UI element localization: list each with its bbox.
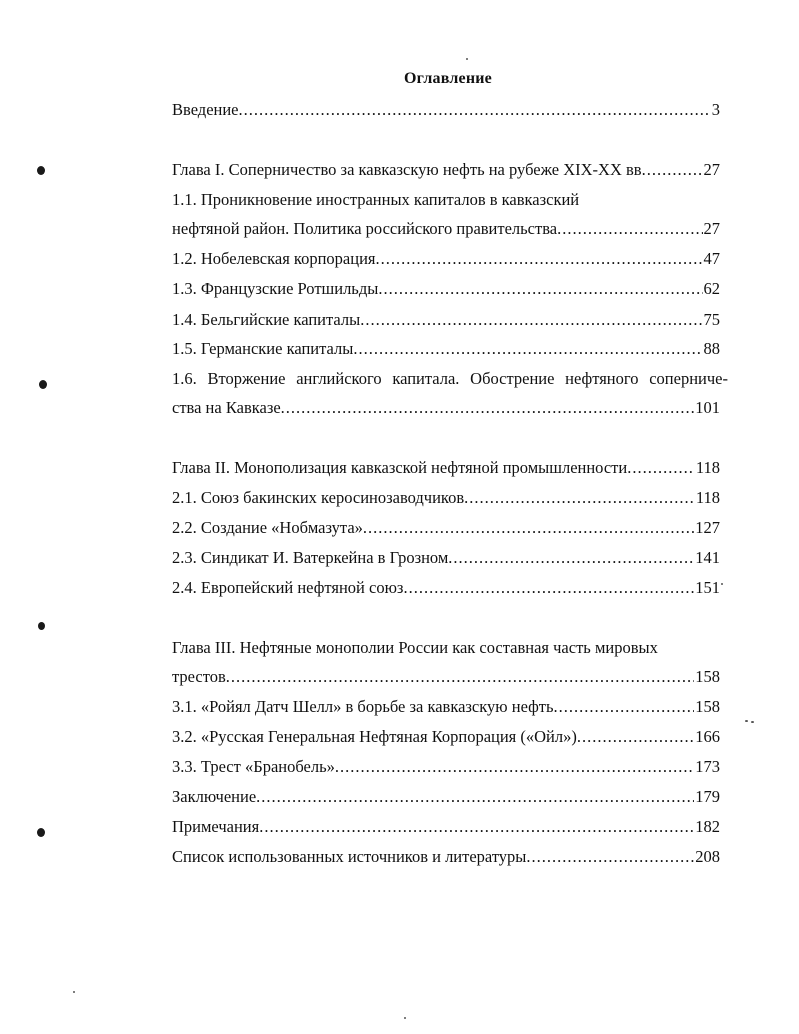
dot-leader xyxy=(281,398,695,418)
toc-entry-chapter-1 xyxy=(172,160,720,180)
dot-leader xyxy=(259,817,694,837)
toc-page-number: 88 xyxy=(703,339,720,358)
toc-entry-text: трестов xyxy=(172,667,226,686)
toc-entry-text: 3.3. Трест «Бранобель» xyxy=(172,757,335,776)
page-title: Оглавление xyxy=(404,70,492,87)
dot-leader xyxy=(642,160,703,180)
toc-entry-1-5 xyxy=(172,339,720,359)
toc-page-number: 173 xyxy=(695,757,720,776)
dot-leader xyxy=(226,667,694,687)
dot-leader xyxy=(526,847,694,867)
toc-entry-conclusion xyxy=(172,787,720,807)
toc-entry-2-2 xyxy=(172,518,720,538)
dot-leader xyxy=(378,279,702,299)
toc-entry-3-2 xyxy=(172,727,720,747)
toc-page-number: 27 xyxy=(703,219,720,238)
toc-entry-text: Глава II. Монополизация кавказской нефтяной промышленности xyxy=(172,458,628,477)
toc-entry-1-3 xyxy=(172,279,720,299)
toc-entry-text: 1.5. Германские капиталы xyxy=(172,339,354,358)
dot-leader xyxy=(353,339,702,359)
toc-entry-text: Глава I. Соперничество за кавказскую нефть на рубеже XIX-XX вв xyxy=(172,160,642,179)
toc-entry-1-1 xyxy=(172,219,720,239)
toc-page-number: 75 xyxy=(703,310,720,329)
dot-leader xyxy=(239,100,711,120)
toc-entry-3-3 xyxy=(172,757,720,777)
toc-entry-text: 1.4. Бельгийские капиталы xyxy=(172,310,361,329)
binding-hole-mark xyxy=(37,166,45,175)
toc-entry-text: 2.3. Синдикат И. Ватеркейна в Грозном xyxy=(172,548,449,567)
dot-leader xyxy=(464,488,695,508)
toc-entry-text: 3.2. «Русская Генеральная Нефтяная Корпорация («Ойл») xyxy=(172,727,577,746)
toc-entry-text: нефтяной район. Политика российского правительства xyxy=(172,219,558,238)
toc-entry-2-3 xyxy=(172,548,720,568)
scan-speck xyxy=(466,58,468,60)
dot-leader xyxy=(363,518,694,538)
scan-speck xyxy=(745,720,748,722)
toc-page-number: 182 xyxy=(695,817,720,836)
dot-leader xyxy=(627,458,695,478)
toc-entry-2-4 xyxy=(172,578,720,598)
toc-entry-1-6-line1: 1.6. Вторжение английского капитала. Обострение нефтяного соперниче- xyxy=(172,369,728,388)
toc-entry-1-1-line1: 1.1. Проникновение иностранных капиталов в кавказский xyxy=(172,190,580,209)
toc-entry-text: 2.1. Союз бакинских керосинозаводчиков xyxy=(172,488,465,507)
toc-page-number: 27 xyxy=(703,160,720,179)
binding-hole-mark xyxy=(38,622,45,630)
toc-page-number: 118 xyxy=(695,458,720,477)
toc-page-number: 151 xyxy=(695,578,720,597)
toc-entry-1-6 xyxy=(172,398,720,418)
dot-leader xyxy=(577,727,694,747)
toc-page-number: 47 xyxy=(703,249,720,268)
toc-entry-text: 1.2. Нобелевская корпорация xyxy=(172,249,376,268)
dot-leader xyxy=(554,697,695,717)
toc-entry-text: 3.1. «Ройял Датч Шелл» в борьбе за кавказскую нефть xyxy=(172,697,554,716)
toc-entry-text: 1.3. Французские Ротшильды xyxy=(172,279,379,298)
toc-entry-3-1 xyxy=(172,697,720,717)
toc-page-number: 118 xyxy=(695,488,720,507)
toc-page-number: 158 xyxy=(695,697,720,716)
toc-page-number: 127 xyxy=(695,518,720,537)
toc-entry-chapter-3-line1: Глава III. Нефтяные монополии России как составная часть мировых xyxy=(172,638,658,657)
toc-page-number: 179 xyxy=(695,787,720,806)
binding-hole-mark xyxy=(39,380,47,389)
dot-leader xyxy=(403,578,694,598)
toc-entry-text: 2.4. Европейский нефтяной союз xyxy=(172,578,404,597)
toc-page-number: 62 xyxy=(703,279,720,298)
toc-entry-chapter-3 xyxy=(172,667,720,687)
dot-leader xyxy=(335,757,694,777)
scan-speck xyxy=(751,721,754,723)
toc-entry-1-4 xyxy=(172,310,720,330)
toc-entry-text: Примечания xyxy=(172,817,260,836)
toc-page-number: 158 xyxy=(695,667,720,686)
toc-entry-introduction xyxy=(172,100,720,120)
toc-entry-text: Заключение xyxy=(172,787,257,806)
toc-page-number: 166 xyxy=(695,727,720,746)
toc-entry-bibliography xyxy=(172,847,720,867)
toc-page-number: 101 xyxy=(695,398,720,417)
toc-entry-chapter-2 xyxy=(172,458,720,478)
scan-speck xyxy=(73,991,75,993)
toc-entry-2-1 xyxy=(172,488,720,508)
scan-speck xyxy=(404,1017,406,1019)
dot-leader xyxy=(448,548,694,568)
toc-entry-text: ства на Кавказе xyxy=(172,398,281,417)
scan-speck xyxy=(721,583,723,585)
toc-page-number: 3 xyxy=(711,100,720,119)
toc-entry-text: 2.2. Создание «Нобмазута» xyxy=(172,518,363,537)
toc-entry-text: Список использованных источников и литературы xyxy=(172,847,527,866)
binding-hole-mark xyxy=(37,828,45,837)
dot-leader xyxy=(256,787,694,807)
toc-entry-text: Введение xyxy=(172,100,239,119)
toc-page-number: 208 xyxy=(695,847,720,866)
dot-leader xyxy=(376,249,703,269)
toc-entry-notes xyxy=(172,817,720,837)
toc-entry-1-2 xyxy=(172,249,720,269)
dot-leader xyxy=(557,219,702,239)
dot-leader xyxy=(360,310,702,330)
toc-page-number: 141 xyxy=(695,548,720,567)
